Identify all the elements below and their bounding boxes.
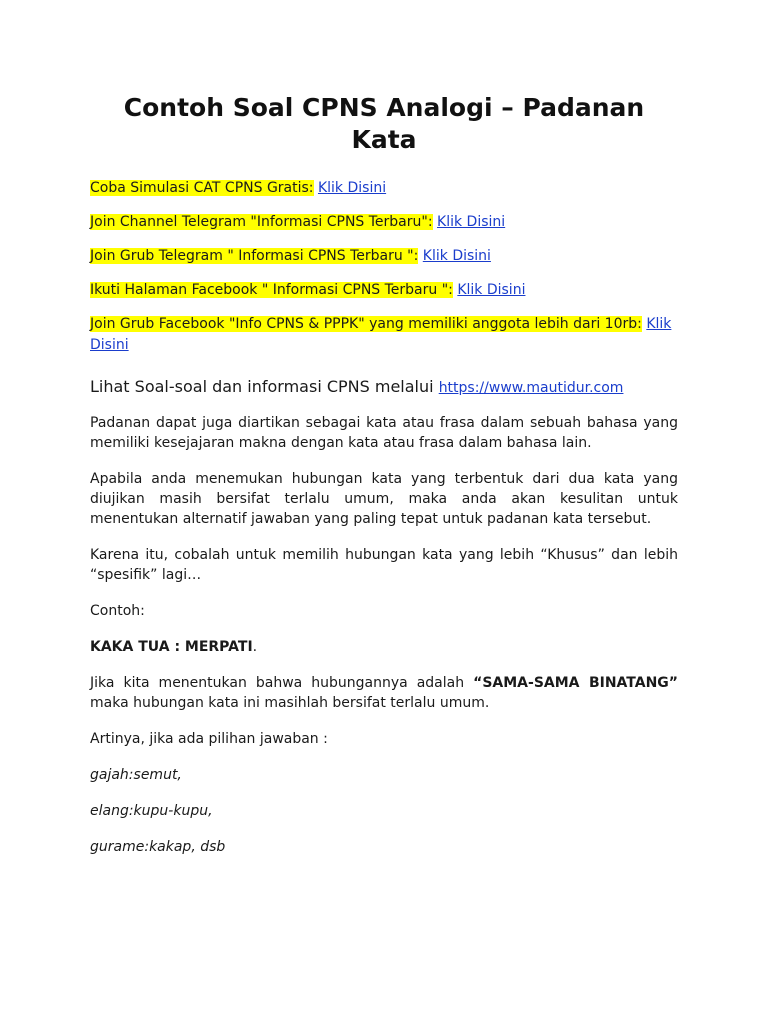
example-option: gajah:semut, — [90, 767, 182, 783]
promo-facebook-group — [90, 314, 678, 356]
promo-text: Join Grub Facebook "Info CPNS & PPPK" yang memiliki anggota lebih dari 10rb: — [90, 316, 642, 332]
page-title: Contoh Soal CPNS Analogi – Padanan Kata — [123, 93, 645, 154]
jika-bold: “SAMA-SAMA BINATANG” — [473, 675, 678, 691]
promo-text: Coba Simulasi CAT CPNS Gratis: — [90, 180, 314, 196]
promo-text: Ikuti Halaman Facebook " Informasi CPNS Terbaru ": — [90, 282, 453, 298]
contoh-label: Contoh: — [90, 603, 145, 619]
lihat-text: Lihat Soal-soal dan informasi CPNS melalui — [90, 377, 434, 396]
jika-text-before: Jika kita menentukan bahwa hubungannya adalah — [90, 675, 474, 691]
example-option: gurame:kakap, dsb — [90, 839, 226, 855]
example-pair — [90, 637, 678, 657]
example-option: elang:kupu-kupu, — [90, 803, 213, 819]
promo-link[interactable]: Klik Disini — [90, 316, 672, 353]
paragraph-artinya: Artinya, jika ada pilihan jawaban : — [90, 731, 328, 747]
document-page — [90, 92, 678, 873]
promo-simulasi — [90, 178, 678, 199]
lihat-line — [90, 376, 678, 399]
promo-facebook-page — [90, 280, 678, 301]
paragraph-definition: Padanan dapat juga diartikan sebagai kata atau frasa dalam sebuah bahasa yang memiliki kesejajaran makna dengan kata atau frasa dalam bahasa lain. — [90, 415, 678, 451]
promo-link[interactable]: Klik Disini — [422, 248, 491, 264]
promo-link[interactable]: Klik Disini — [457, 282, 526, 298]
example-pair-dot: . — [252, 639, 258, 655]
jika-text-after: maka hubungan kata ini masihlah bersifat terlalu umum. — [90, 695, 490, 711]
promo-telegram-group — [90, 246, 678, 267]
promo-link[interactable]: Klik Disini — [437, 214, 506, 230]
paragraph-karena: Karena itu, cobalah untuk memilih hubungan kata yang lebih “Khusus” dan lebih “spesifik” lagi… — [90, 547, 678, 583]
promo-telegram-channel — [90, 212, 678, 233]
promo-link[interactable]: Klik Disini — [317, 180, 387, 196]
example-pair-text: KAKA TUA : MERPATI — [90, 639, 253, 655]
paragraph-apabila: Apabila anda menemukan hubungan kata yang terbentuk dari dua kata yang diujikan masih bersifat terlalu umum, maka anda akan kesulitan untuk menentukan alternatif jawaban yang paling tepat untuk padanan kata tersebut. — [90, 471, 678, 527]
paragraph-jika — [90, 673, 678, 713]
promo-text: Join Channel Telegram "Informasi CPNS Terbaru": — [90, 214, 433, 230]
website-link[interactable]: https://www.mautidur.com — [438, 380, 624, 396]
promo-text: Join Grub Telegram " Informasi CPNS Terbaru ": — [90, 248, 419, 264]
